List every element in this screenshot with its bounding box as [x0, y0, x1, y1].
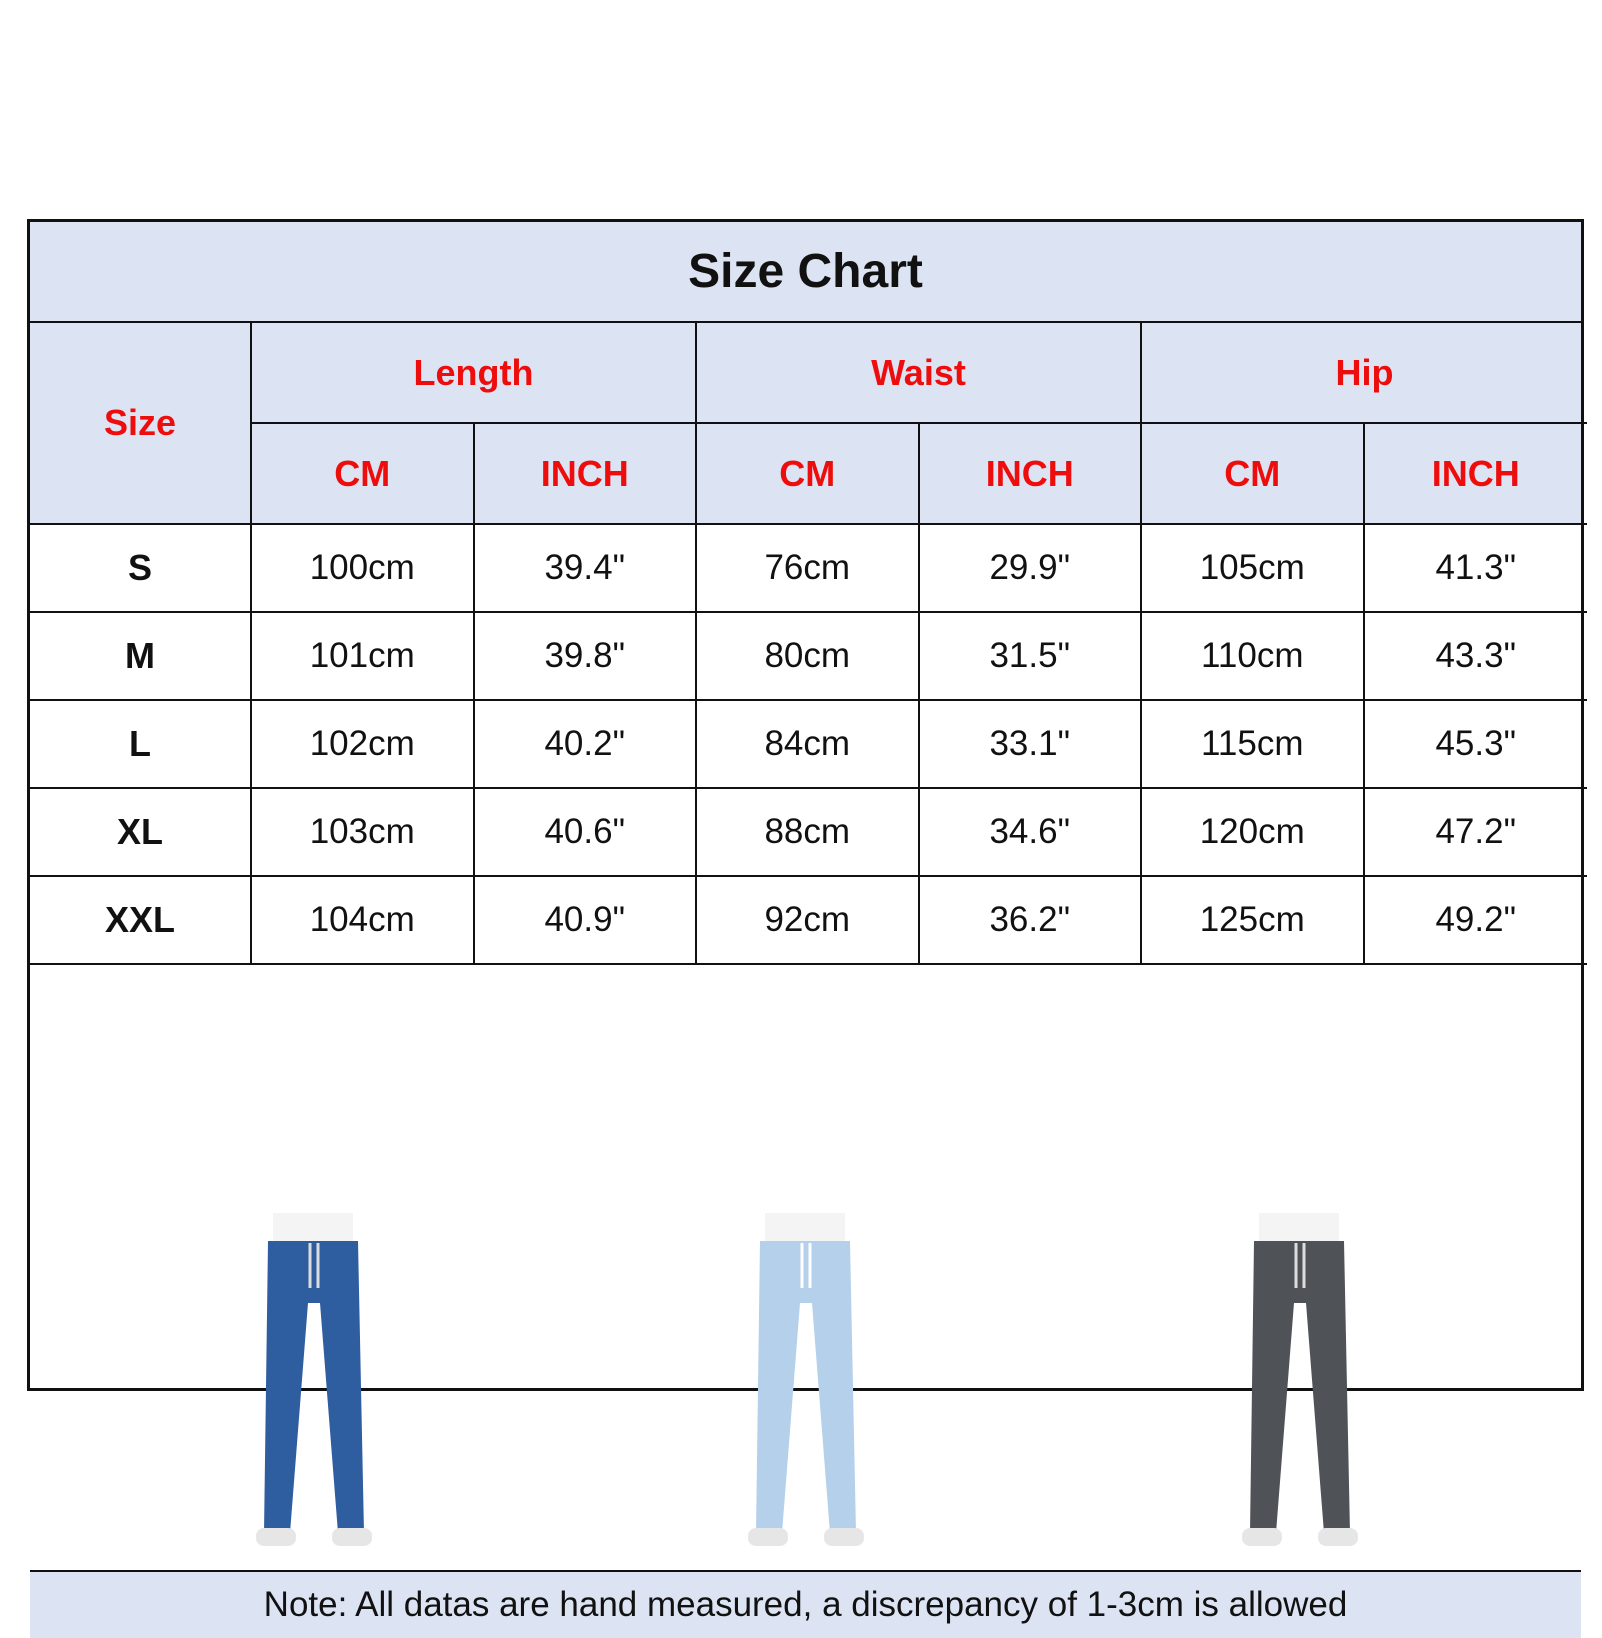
note-text: Note: All datas are hand measured, a discrepancy of 1-3cm is allowed [263, 1585, 1348, 1624]
measurement-value: 102cm [309, 724, 415, 763]
size-cell [30, 525, 252, 613]
value-cell [475, 701, 698, 789]
measurement-value: 80cm [764, 636, 851, 675]
title-row [30, 222, 1581, 323]
header-block [30, 323, 1581, 525]
measurement-value: 47.2" [1435, 812, 1517, 851]
value-cell [252, 525, 475, 613]
note-row [30, 1572, 1581, 1638]
group-header-label: Hip [1335, 351, 1394, 393]
value-cell [475, 789, 698, 877]
measurement-value: 115cm [1201, 724, 1304, 763]
value-cell [1142, 613, 1365, 701]
measurement-value: 40.9" [544, 900, 626, 939]
measurement-value: 29.9" [989, 548, 1071, 587]
value-cell [1142, 789, 1365, 877]
measurement-value: 36.2" [989, 900, 1071, 939]
table-row [30, 701, 1581, 789]
unit-header-cm [1142, 424, 1365, 525]
value-cell [697, 613, 920, 701]
group-header-waist [697, 323, 1142, 424]
size-label: L [129, 723, 151, 764]
measurement-value: 105cm [1199, 548, 1305, 587]
unit-header-label: CM [1224, 452, 1281, 494]
value-cell [252, 789, 475, 877]
measurement-value: 76cm [764, 548, 851, 587]
measurement-value: 125cm [1199, 900, 1305, 939]
group-header-hip [1142, 323, 1587, 424]
group-header-label: Waist [871, 351, 966, 393]
value-cell [697, 525, 920, 613]
value-cell [475, 877, 698, 965]
value-cell [697, 701, 920, 789]
size-cell [30, 789, 252, 877]
value-cell [697, 789, 920, 877]
size-label: XL [116, 811, 163, 852]
value-cell [920, 789, 1143, 877]
value-cell [1365, 613, 1588, 701]
unit-header-label: CM [779, 452, 836, 494]
value-cell [920, 525, 1143, 613]
measurement-value: 41.3" [1435, 548, 1517, 587]
measurement-value: 84cm [764, 724, 851, 763]
unit-header-label: CM [334, 452, 391, 494]
size-label: XXL [104, 899, 175, 940]
unit-header-inch [1365, 424, 1588, 525]
measurement-value: 45.3" [1435, 724, 1517, 763]
measurement-value: 33.1" [989, 724, 1071, 763]
measurement-value: 34.6" [989, 812, 1071, 851]
measurement-value: 39.8" [544, 636, 626, 675]
value-cell [252, 613, 475, 701]
measurement-value: 100cm [309, 548, 415, 587]
measurement-value: 104cm [309, 900, 415, 939]
table-row [30, 613, 1581, 701]
image-row [30, 1213, 1581, 1572]
size-cell [30, 877, 252, 965]
dark-blue-jeans-icon [238, 1213, 388, 1568]
table-row [30, 525, 1581, 613]
size-cell [30, 701, 252, 789]
value-cell [1365, 525, 1588, 613]
measurement-value: 92cm [764, 900, 851, 939]
measurement-value: 88cm [764, 812, 851, 851]
light-blue-jeans-icon [730, 1213, 880, 1568]
measurement-value: 110cm [1201, 636, 1304, 675]
value-cell [1365, 789, 1588, 877]
value-cell [252, 877, 475, 965]
unit-header-label: INCH [985, 452, 1074, 494]
measurement-value: 40.6" [544, 812, 626, 851]
unit-header-cm [697, 424, 920, 525]
size-header: Size [103, 402, 177, 443]
value-cell [252, 701, 475, 789]
value-cell [920, 701, 1143, 789]
measurement-value: 103cm [309, 812, 415, 851]
measurement-value: 40.2" [544, 724, 626, 763]
value-cell [1142, 525, 1365, 613]
unit-header-cm [252, 424, 475, 525]
chart-title: Size Chart [688, 245, 923, 298]
value-cell [1142, 701, 1365, 789]
size-header-cell [30, 323, 252, 525]
size-label: S [127, 547, 152, 588]
value-cell [475, 613, 698, 701]
group-header-label: Length [413, 351, 534, 393]
size-cell [30, 613, 252, 701]
table-row [30, 877, 1581, 965]
value-cell [475, 525, 698, 613]
table-row [30, 789, 1581, 877]
value-cell [1365, 877, 1588, 965]
unit-header-label: INCH [1431, 452, 1520, 494]
size-chart-table [27, 219, 1584, 1624]
value-cell [920, 613, 1143, 701]
measurement-value: 43.3" [1435, 636, 1517, 675]
unit-header-inch [920, 424, 1143, 525]
value-cell [1142, 877, 1365, 965]
value-cell [697, 877, 920, 965]
measurement-value: 120cm [1199, 812, 1305, 851]
grey-jeans-icon [1224, 1213, 1374, 1568]
measurement-value: 49.2" [1435, 900, 1517, 939]
value-cell [1365, 701, 1588, 789]
measurement-value: 31.5" [989, 636, 1071, 675]
unit-header-inch [475, 424, 698, 525]
measurement-value: 101cm [309, 636, 415, 675]
measurement-value: 39.4" [544, 548, 626, 587]
value-cell [920, 877, 1143, 965]
unit-header-label: INCH [540, 452, 629, 494]
size-label: M [125, 635, 155, 676]
group-header-length [252, 323, 697, 424]
